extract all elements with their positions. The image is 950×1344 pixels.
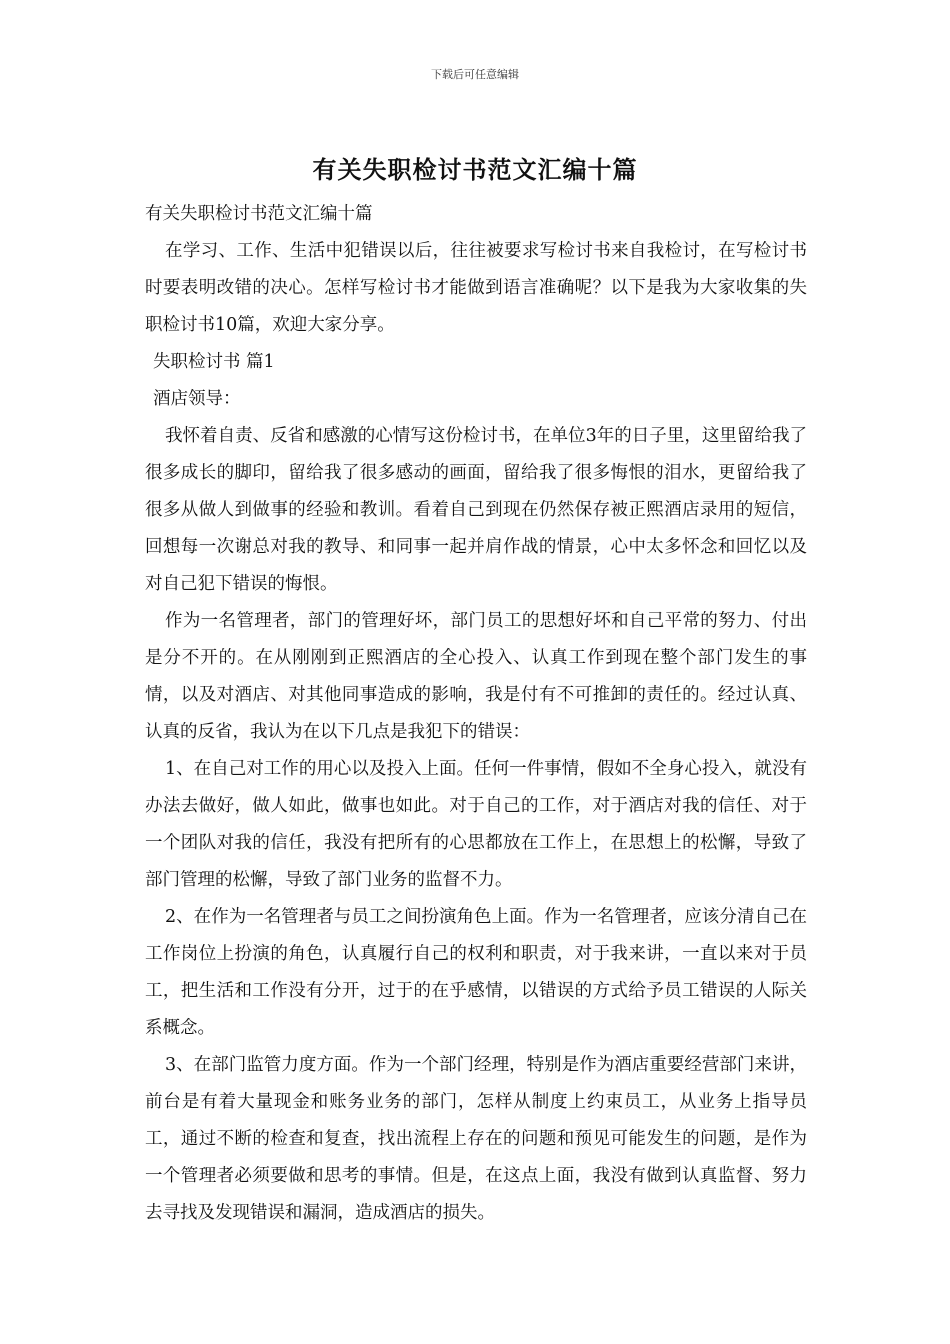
body-paragraph: 1、在自己对工作的用心以及投入上面。任何一件事情，假如不全身心投入，就没有办法去做好，做人如此，做事也如此。对于自己的工作，对于酒店对我的信任、对于一个团队对我的信任，我没有把所有的心思都放在工作上，在思想上的松懈，导致了部门管理的松懈，导致了部门业务的监督不力。 [145, 759, 807, 890]
header-note: 下载后可任意编辑 [431, 68, 519, 81]
body-paragraph: 我怀着自责、反省和感激的心情写这份检讨书，在单位3年的日子里，这里留给我了很多成长的脚印，留给我了很多感动的画面，留给我了很多悔恨的泪水，更留给我了很多从做人到做事的经验和教训。看着自己到现在仍然保存被正熙酒店录用的短信，回想每一次谢总对我的教导、和同事一起并肩作战的情景，心中太多怀念和回忆以及对自己犯下错误的悔恨。 [145, 426, 807, 594]
salutation: 酒店领导： [153, 389, 241, 409]
intro-paragraph: 在学习、工作、生活中犯错误以后，往往被要求写检讨书来自我检讨，在写检讨书时要表明改错的决心。怎样写检讨书才能做到语言准确呢？以下是我为大家收集的失职检讨书10篇，欢迎大家分享。 [145, 241, 807, 335]
page-title: 有关失职检讨书范文汇编十篇 [312, 155, 638, 184]
body-paragraph: 作为一名管理者，部门的管理好坏，部门员工的思想好坏和自己平常的努力、付出是分不开的。在从刚刚到正熙酒店的全心投入、认真工作到现在整个部门发生的事情，以及对酒店、对其他同事造成的影响，我是付有不可推卸的责任的。经过认真、认真的反省，我认为在以下几点是我犯下的错误： [145, 611, 807, 742]
body-paragraph: 2、在作为一名管理者与员工之间扮演角色上面。作为一名管理者，应该分清自己在工作岗位上扮演的角色，认真履行自己的权利和职责，对于我来讲，一直以来对于员工，把生活和工作没有分开，过于的在乎感情，以错误的方式给予员工错误的人际关系概念。 [145, 907, 807, 1038]
body-paragraph: 3、在部门监管力度方面。作为一个部门经理，特别是作为酒店重要经营部门来讲，前台是有着大量现金和账务业务的部门，怎样从制度上约束员工，从业务上指导员工，通过不断的检查和复查，找出流程上存在的问题和预见可能发生的问题，是作为一个管理者必须要做和思考的事情。但是，在这点上面，我没有做到认真监督、努力去寻找及发现错误和漏洞，造成酒店的损失。 [145, 1055, 807, 1223]
subtitle-paragraph: 有关失职检讨书范文汇编十篇 [145, 204, 373, 224]
document-body [145, 196, 807, 1232]
section-heading: 失职检讨书 篇1 [153, 352, 275, 372]
